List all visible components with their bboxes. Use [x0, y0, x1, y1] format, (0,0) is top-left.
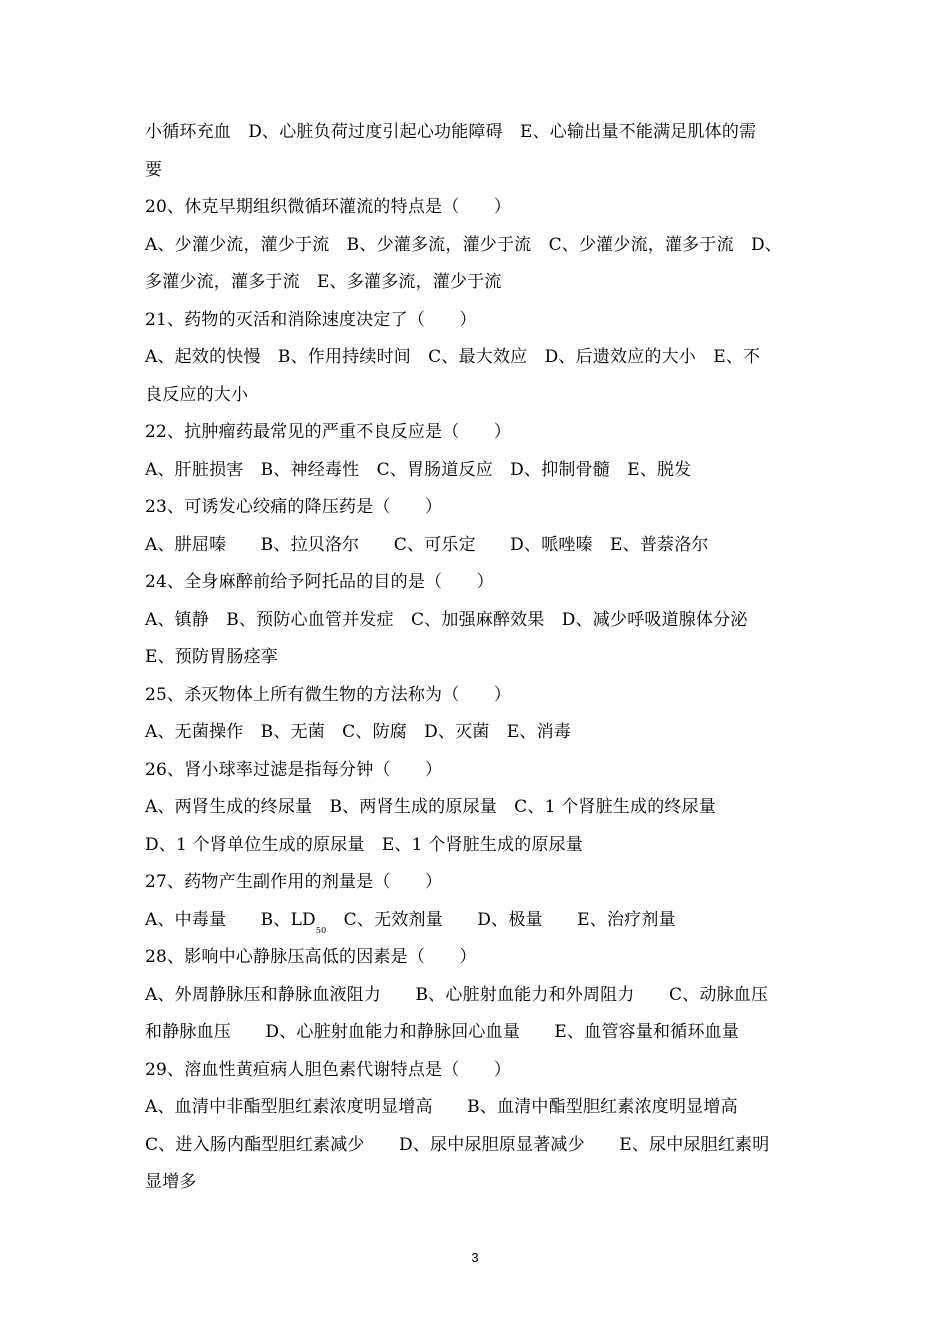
options-23: A、肼屈嗪 B、拉贝洛尔 C、可乐定 D、哌唑嗪 E、普萘洛尔 [145, 534, 709, 555]
options-20-cont: 多灌少流，灌多于流 E、多灌多流，灌少于流 [145, 272, 502, 292]
question-29: 29、溶血性黄疸病人胆色素代谢特点是（ ） [145, 1059, 512, 1080]
options-27 [145, 902, 810, 940]
question-24: 24、全身麻醉前给予阿托品的目的是（ ） [145, 572, 494, 592]
ld-subscript: 50 [315, 925, 327, 935]
question-23: 23、可诱发心绞痛的降压药是（ ） [145, 497, 443, 517]
options-29-cont: C、进入肠内酯型胆红素减少 D、尿中尿胆原显著减少 E、尿中尿胆红素明 [145, 1134, 770, 1155]
text-line: 小循环充血 D、心脏负荷过度引起心功能障碍 E、心输出量不能满足肌体的需 [145, 122, 757, 142]
question-28: 28、影响中心静脉压高低的因素是（ ） [145, 947, 477, 967]
page-number: 3 [471, 1250, 479, 1265]
options-27-part-a: A、中毒量 B、LD [145, 909, 316, 930]
question-21: 21、药物的灭活和消除速度决定了（ ） [145, 309, 477, 330]
options-22: A、肝脏损害 B、神经毒性 C、胃肠道反应 D、抑制骨髓 E、脱发 [145, 459, 692, 480]
options-29: A、血清中非酯型胆红素浓度明显增高 B、血清中酯型胆红素浓度明显增高 [145, 1097, 738, 1117]
question-27: 27、药物产生副作用的剂量是（ ） [145, 872, 443, 892]
options-27-part-b: C、无效剂量 D、极量 E、治疗剂量 [326, 909, 676, 930]
question-20: 20、休克早期组织微循环灌流的特点是（ ） [145, 197, 512, 217]
options-26: A、两肾生成的终尿量 B、两肾生成的原尿量 C、1 个肾脏生成的终尿量 [145, 797, 716, 817]
options-28-cont: 和静脉血压 D、心脏射血能力和静脉回心血量 E、血管容量和循环血量 [145, 1022, 740, 1042]
options-24: A、镇静 B、预防心血管并发症 C、加强麻醉效果 D、减少呼吸道腺体分泌 [145, 609, 748, 630]
question-22: 22、抗肿瘤药最常见的严重不良反应是（ ） [145, 422, 512, 442]
options-25: A、无菌操作 B、无菌 C、防腐 D、灭菌 E、消毒 [145, 722, 572, 742]
options-24-cont: E、预防胃肠痉挛 [145, 647, 279, 667]
options-29-end: 显增多 [145, 1172, 197, 1192]
options-20: A、少灌少流，灌少于流 B、少灌多流，灌少于流 C、少灌少流，灌多于流 D、 [145, 234, 783, 255]
question-25: 25、杀灭物体上所有微生物的方法称为（ ） [145, 684, 512, 705]
options-26-cont: D、1 个肾单位生成的原尿量 E、1 个肾脏生成的原尿量 [145, 834, 584, 855]
question-26: 26、肾小球率过滤是指每分钟（ ） [145, 759, 443, 780]
options-21: A、起效的快慢 B、作用持续时间 C、最大效应 D、后遗效应的大小 E、不 [145, 347, 761, 367]
question-list [145, 114, 810, 1202]
options-28: A、外周静脉压和静脉血液阻力 B、心脏射血能力和外周阻力 C、动脉血压 [145, 984, 769, 1005]
options-21-cont: 良反应的大小 [145, 384, 249, 405]
text-line: 要 [145, 159, 163, 180]
